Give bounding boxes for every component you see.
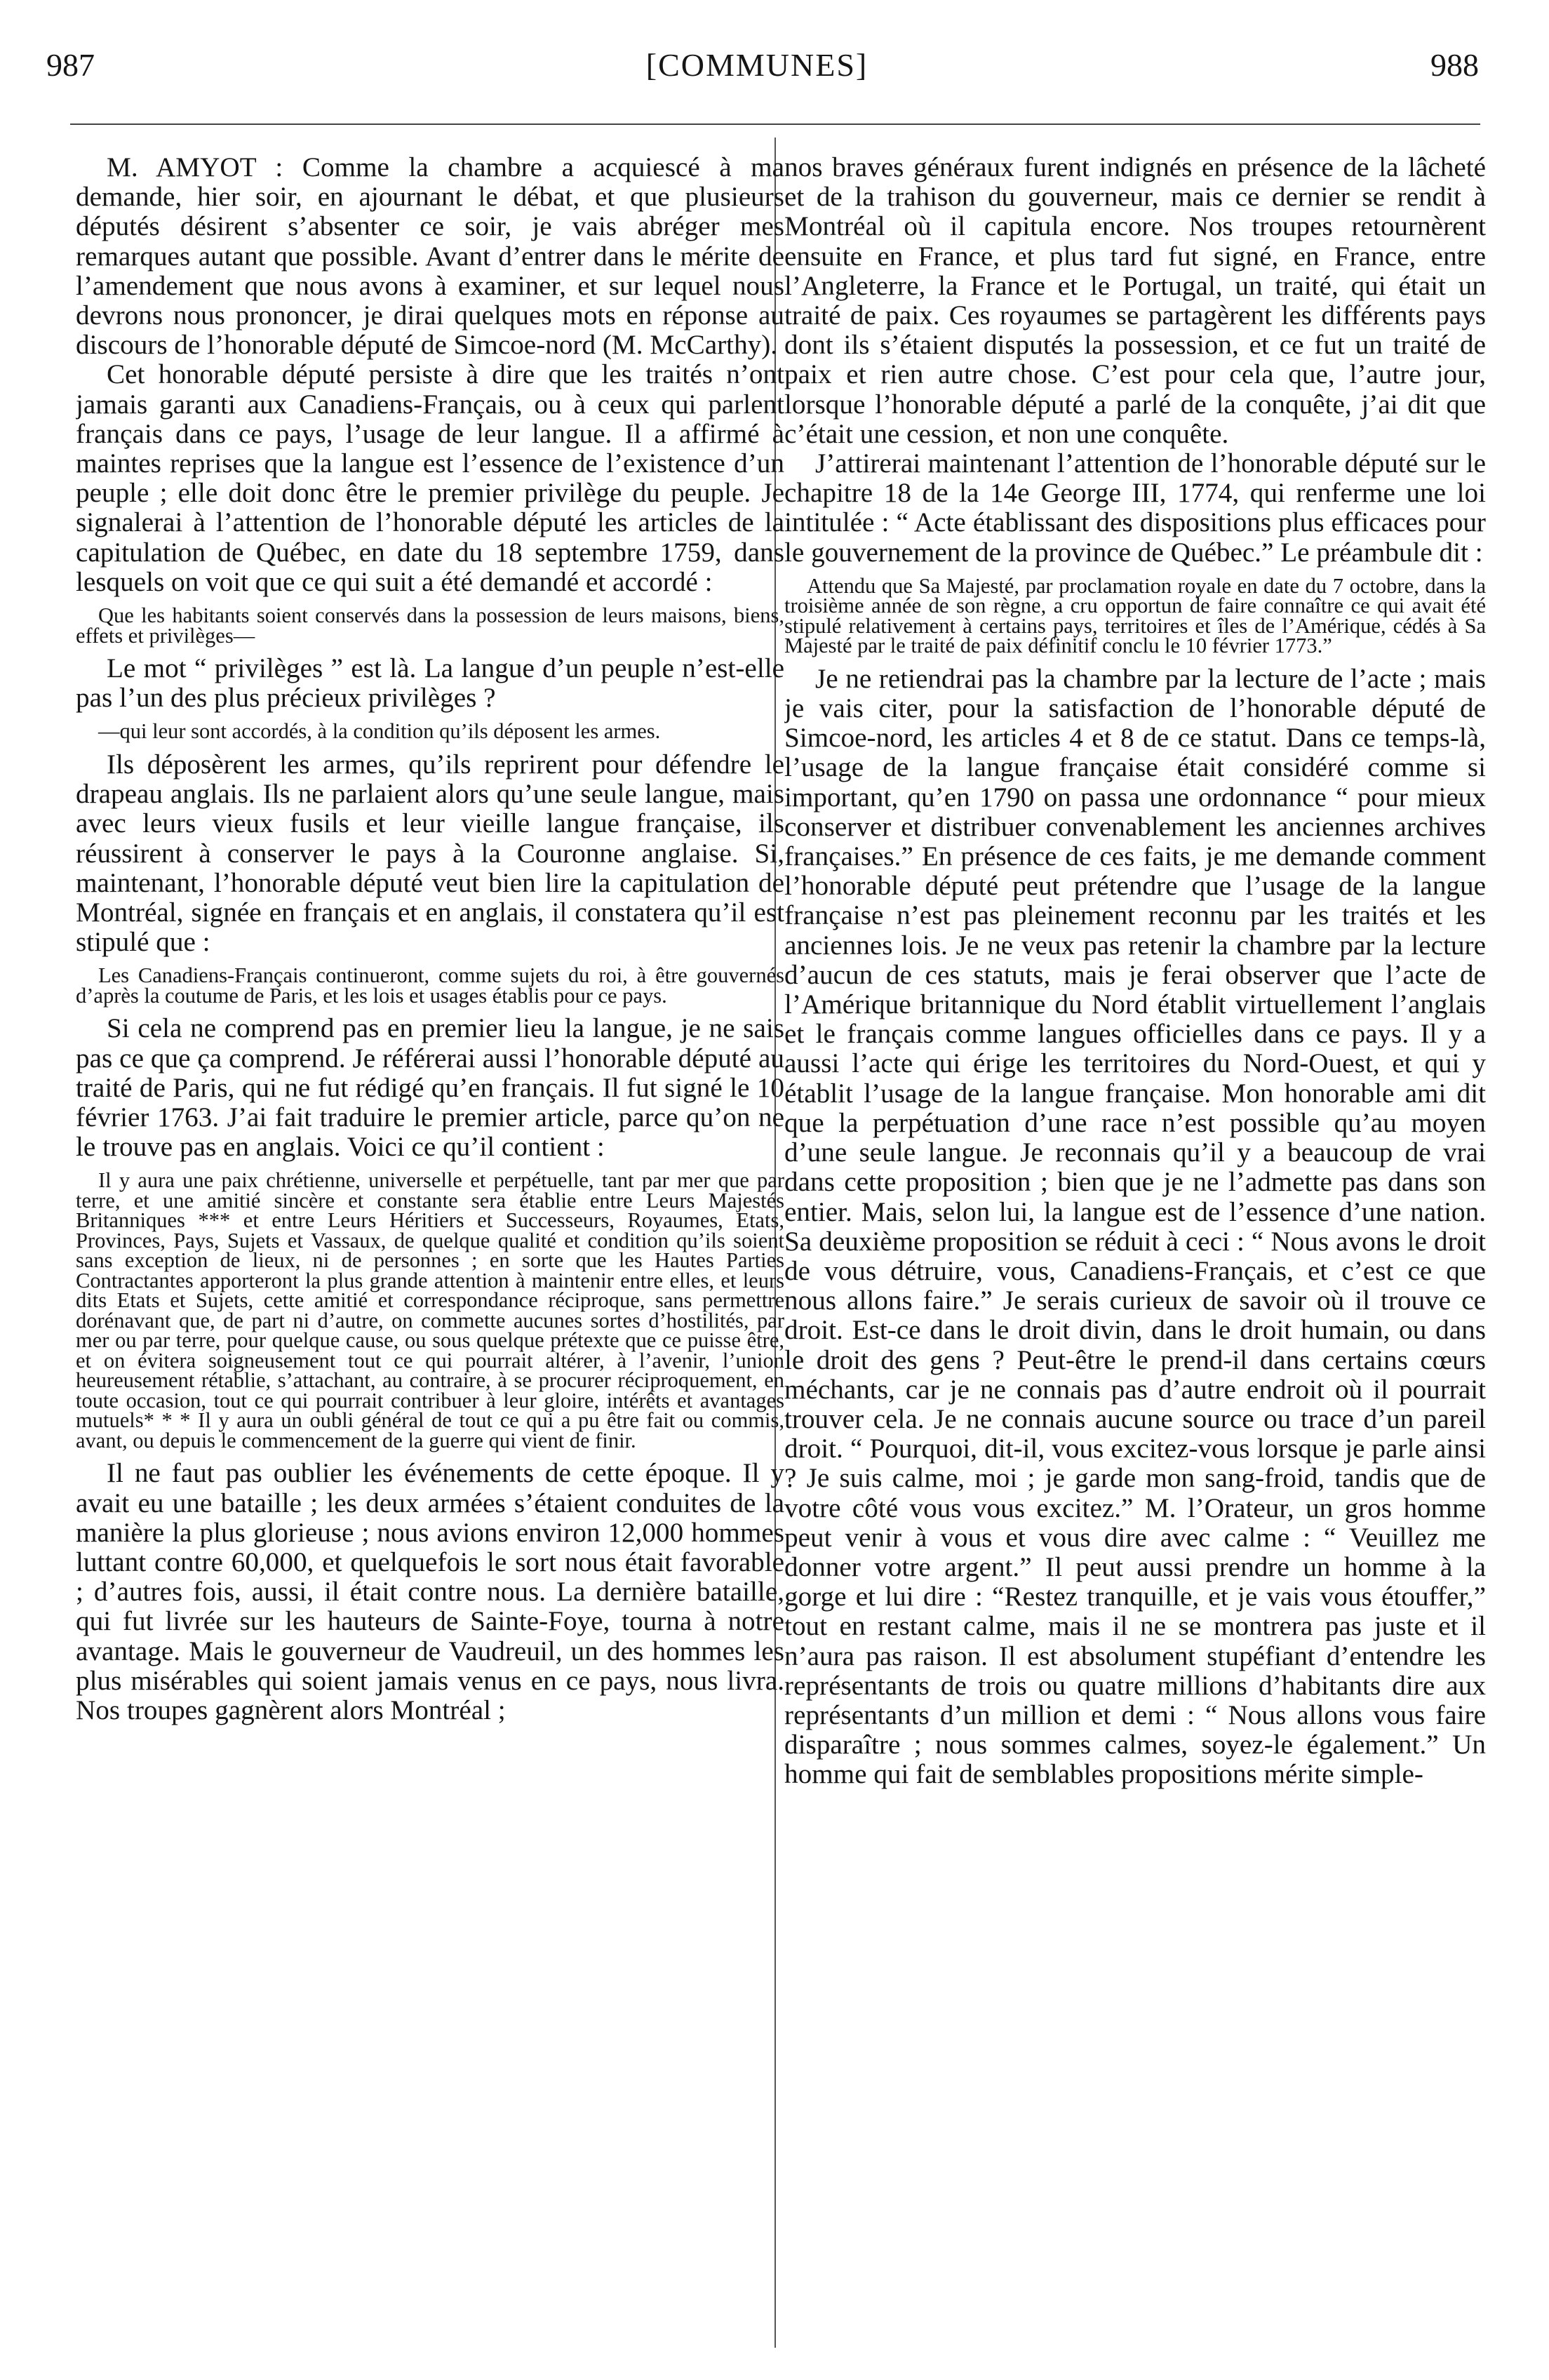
paragraph: M. AMYOT : Comme la chambre a acquiescé à ma demande, hier soir, en ajournant le débat, et que plusieurs députés désirent s’absenter ce soir, je vais abréger mes remarques autant que possible. Avant d’entrer dans le mérite de l’amendement que nous avons à examiner, et sur lequel nous devrons nous prononcer, je dirai quelques mots en réponse au discours de l’honorable député de Simcoe-nord (M. McCarthy). (76, 153, 784, 361)
paragraph: Si cela ne comprend pas en premier lieu la langue, je ne sais pas ce que ça comprend. Je référerai aussi l’honorable député au traité de Paris, qui ne fut rédigé qu’en français. Il fut signé le 10 février 1763. J’ai fait traduire le premier article, parce qu’on ne le trouve pas en anglais. Voici ce qu’il contient : (76, 1013, 784, 1163)
right-column (784, 153, 1486, 2363)
quoted-passage: Il y aura une paix chrétienne, universelle et perpétuelle, tant par mer que par terre, et une amitié sincère et constante sera établie entre Leurs Majestés Britanniques *** et entre Leurs Héritiers et Successeurs, Royaumes, Etats, Provinces, Pays, Sujets et Vassaux, de quelque qualité et condition qu’ils soient sans exception de lieux, ni de personnes ; en sorte que les Hautes Parties Contractantes apporteront la plus grande attention à maintenir entre elles, et leurs dits Etats et Sujets, cette amitié et correspondance réciproque, sans permettre dorénavant que, de part ni d’autre, on commette aucunes sortes d’hostilités, par mer ou par terre, pour quelque cause, ou sous quelque prétexte que ce puisse être, et on évitera soigneusement tout ce qui pourrait altérer, à l’avenir, l’union heureusement rétablie, s’attachant, au contraire, à se procurer réciproquement, en toute occasion, tout ce qui pourrait contribuer à leur gloire, intérêts et avantages mutuels* * * Il y aura un oubli général de tout ce qui a pu être fait ou commis, avant, ou depuis le commencement de la guerre qui vient de finir. (76, 1168, 784, 1452)
paragraph: Ils déposèrent les armes, qu’ils reprirent pour défendre le drapeau anglais. Ils ne parlaient alors qu’une seule langue, mais avec leurs vieux fusils et leur vieille langue française, ils réussirent à conserver le pays à la Couronne anglaise. Si, maintenant, l’honorable député veut bien lire la capitulation de Montréal, signée en français et en anglais, il constatera qu’il est stipulé que : (76, 749, 784, 958)
paragraph: Le mot “ privilèges ” est là. La langue d’un peuple n’est-elle pas l’un des plus précieux privilèges ? (76, 653, 784, 714)
paragraph: Cet honorable député persiste à dire que les traités n’ont jamais garanti aux Canadiens-Français, ou à ceux qui parlent français dans ce pays, l’usage de leur langue. Il a affirmé à maintes reprises que la langue est l’essence de l’existence d’un peuple ; elle doit donc être le premier privilège du peuple. Je signalerai à l’attention de l’honorable député les articles de la capitulation de Québec, en date du 18 septembre 1759, dans lesquels on voit que ce qui suit a été demandé et accordé : (76, 359, 784, 597)
quoted-passage: Les Canadiens-Français continueront, comme sujets du roi, à être gouvernés d’après la coutume de Paris, et les lois et usages établis pour ce pays. (76, 963, 784, 1008)
quoted-passage: —qui leur sont accordés, à la condition qu’ils déposent les armes. (98, 719, 661, 744)
header-rule (70, 123, 1480, 125)
quoted-passage: Que les habitants soient conservés dans la possession de leurs maisons, biens, effets et privilèges— (76, 603, 784, 648)
running-title: [COMMUNES] (645, 47, 869, 83)
paragraph: Il ne faut pas oublier les événements de cette époque. Il y avait eu une bataille ; les deux armées s’étaient conduites de la manière la plus glorieuse ; nous avions environ 12,000 hommes luttant contre 60,000, et quelquefois le sort nous était favorable ; d’autres fois, aussi, il était contre nous. La dernière bataille, qui fut livrée sur les hauteurs de Sainte-Foye, tourna à notre avantage. Mais le gouverneur de Vaudreuil, un des hommes les plus misérables qui soient jamais venus en ce pays, nous livra. Nos troupes gagnèrent alors Montréal ; (76, 1458, 784, 1726)
paragraph: nos braves généraux furent indignés en présence de la lâcheté et de la trahison du gouverneur, mais ce dernier se rendit à Montréal où il capitula encore. Nos troupes retournèrent ensuite en France, et plus tard fut signé, en France, entre l’Angleterre, la France et le Portugal, un traité, qui était un traité de paix. Ces royaumes se partagèrent les différents pays dont ils s’étaient disputés la possession, et ce fut un traité de paix et rien autre chose. C’est pour cela que, l’autre jour, lorsque l’honorable député a parlé de la conquête, j’ai dit que c’était une cession, et non une conquête. (784, 153, 1486, 449)
paragraph: J’attirerai maintenant l’attention de l’honorable député sur le chapitre 18 de la 14e George III, 1774, qui renferme une loi intitulée : “ Acte établissant des dispositions plus efficaces pour le gouvernement de la province de Québec.” Le préambule dit : (784, 448, 1486, 568)
left-column (76, 153, 784, 2363)
page-number-left: 987 (46, 47, 95, 83)
paragraph: Je ne retiendrai pas la chambre par la lecture de l’acte ; mais je vais citer, pour la satisfaction de l’honorable député de Simcoe-nord, les articles 4 et 8 de ce statut. Dans ce temps-là, l’usage de la langue française était considéré comme si important, qu’en 1790 on passa une ordonnance “ pour mieux conserver et distribuer convenablement les anciennes archives françaises.” En présence de ces faits, je me demande comment l’honorable député peut prétendre que l’usage de la langue française n’est pas pleinement reconnu par les traités et les anciennes lois. Je ne veux pas retenir la chambre par la lecture d’aucun de ces statuts, mais je ferai observer que l’acte de l’Amérique britannique du Nord établit virtuellement l’anglais et le français comme langues officielles dans ce pays. Il y a aussi l’acte qui érige les territoires du Nord-Ouest, et qui y établit l’usage de la langue française. Mon honorable ami dit que la perpétuation d’une race n’est possible qu’au moyen d’une seule langue. Je reconnais qu’il y a beaucoup de vrai dans cette proposition ; bien que je ne l’admette pas dans son entier. Mais, selon lui, la langue est de l’essence d’une nation. Sa deuxième proposition se réduit à ceci : “ Nous avons le droit de vous détruire, vous, Canadiens-Français, et c’est ce que nous allons faire.” Je serais curieux de savoir où il trouve ce droit. Est-ce dans le droit divin, dans le droit humain, ou dans le droit des gens ? Peut-être le prend-il dans certains cœurs méchants, car je ne connais pas d’autre endroit où il pourrait trouver cela. Je ne connais aucune source ou trace d’un pareil droit. “ Pourquoi, dit-il, vous excitez-vous lorsque je parle ainsi ? Je suis calme, moi ; je garde mon sang-froid, tandis que de votre côté vous vous excitez.” M. l’Orateur, un gros homme peut venir à vous et vous dire avec calme : “ Veuillez me donner votre argent.” Il peut aussi prendre un homme à la gorge et lui dire : “Restez tranquille, et je vais vous étouffer,” tout en restant calme, mais il ne se montrera pas juste et il n’aura pas raison. Il est absolument stupéfiant d’entendre les représentants de trois ou quatre millions d’habitants dire aux représentants d’un million et demi : “ Nous allons vous faire disparaître ; nous sommes calmes, soyez-le également.” Un homme qui fait de semblables propositions mérite simple- (784, 663, 1486, 1790)
page-header (35, 39, 1479, 109)
page-number-right: 988 (1430, 47, 1479, 83)
quoted-passage: Attendu que Sa Majesté, par proclamation royale en date du 7 octobre, dans la troisième année de son règne, a cru opportun de faire connaître ce qui avait été stipulé relativement à certains pays, territoires et îles de l’Amérique, cédés à Sa Majesté par le traité de paix définitif conclu le 10 février 1773.” (784, 573, 1486, 658)
